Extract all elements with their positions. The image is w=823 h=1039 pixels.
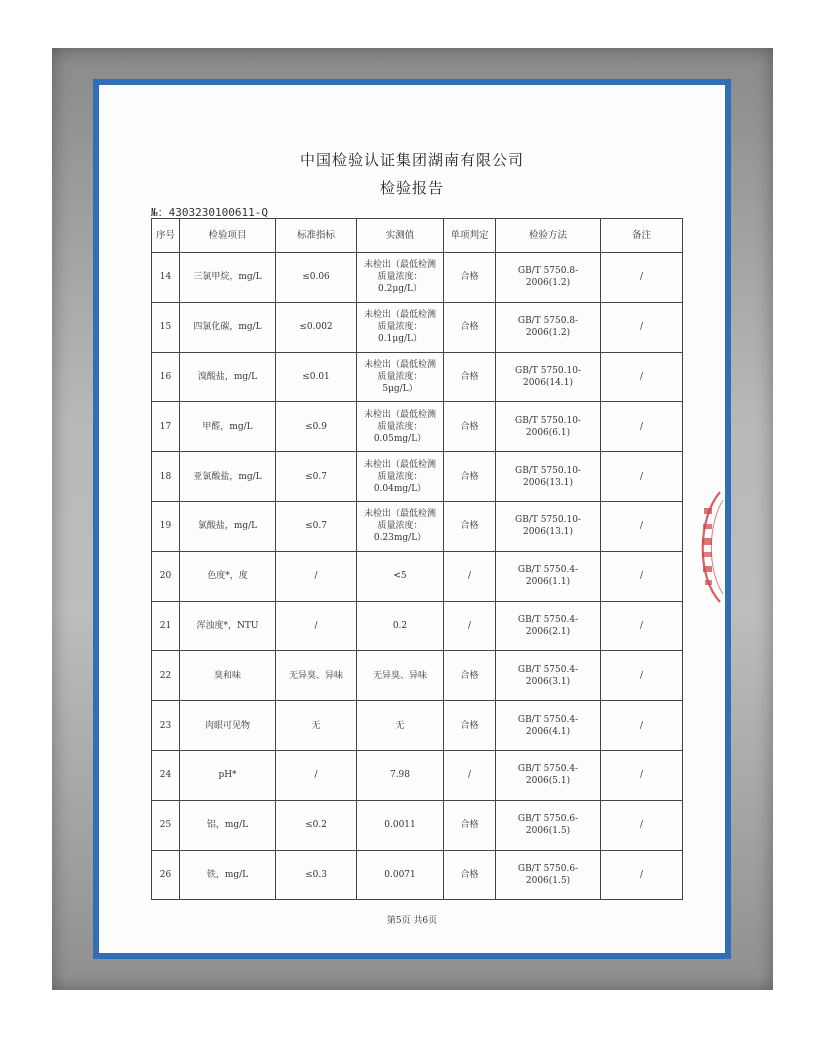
cell-measured <box>357 651 444 701</box>
cell-seq: 24 <box>152 750 180 800</box>
cell-measured-line: 0.04mg/L） <box>373 483 427 494</box>
cell-method <box>496 651 601 701</box>
cell-method-line: GB/T 5750.10- <box>515 515 581 526</box>
cell-std: ≤0.002 <box>276 302 357 352</box>
table-row <box>152 850 683 900</box>
cell-note: / <box>601 651 683 701</box>
cell-measured <box>357 750 444 800</box>
cell-measured-line: 5μg/L） <box>382 383 418 394</box>
cell-measured-line: 未检出（最低检测 <box>363 359 436 370</box>
cell-method-line: 2006(3.1) <box>525 676 571 687</box>
cell-measured-line: 未检出（最低检测 <box>363 459 436 470</box>
cell-method-line: 2006(1.2) <box>525 278 571 289</box>
cell-seq: 14 <box>152 253 180 303</box>
cell-note: / <box>601 253 683 303</box>
cell-method-line: 2006(2.1) <box>525 626 571 637</box>
cell-measured-line: 0.0071 <box>384 869 416 880</box>
cell-item: 亚氯酸盐，mg/L <box>180 452 276 502</box>
cell-measured <box>357 352 444 402</box>
cell-measured <box>357 701 444 751</box>
cell-method <box>496 850 601 900</box>
cell-method-line: GB/T 5750.8- <box>517 316 579 327</box>
cell-judge: / <box>444 551 496 601</box>
cell-method-line: GB/T 5750.10- <box>515 365 581 376</box>
header-judgement: 单项判定 <box>444 219 496 253</box>
cell-seq: 25 <box>152 800 180 850</box>
table-row <box>152 800 683 850</box>
cell-seq: 17 <box>152 402 180 452</box>
cell-method-line: GB/T 5750.4- <box>517 565 579 576</box>
cell-measured-line: 0.2 <box>392 620 408 631</box>
cell-seq: 16 <box>152 352 180 402</box>
cell-note: / <box>601 302 683 352</box>
cell-note: / <box>601 850 683 900</box>
cell-method-line: 2006(1.2) <box>525 328 571 339</box>
cell-seq: 22 <box>152 651 180 701</box>
cell-method-line: 2006(13.1) <box>523 527 573 538</box>
cell-measured-line: 0.05mg/L） <box>373 433 427 444</box>
cell-measured <box>357 850 444 900</box>
cell-method <box>496 302 601 352</box>
cell-measured-line: <5 <box>393 571 407 582</box>
cell-item: 铝，mg/L <box>180 800 276 850</box>
cell-item: 铁，mg/L <box>180 850 276 900</box>
cell-method-line: GB/T 5750.6- <box>517 863 579 874</box>
cell-seq: 19 <box>152 501 180 551</box>
cell-measured-line: 未检出（最低检测 <box>363 409 436 420</box>
cell-method-line: 2006(4.1) <box>525 726 571 737</box>
cell-measured <box>357 551 444 601</box>
cell-measured-line: 0.23mg/L） <box>373 533 427 544</box>
cell-seq: 23 <box>152 701 180 751</box>
cell-method-line: GB/T 5750.10- <box>515 465 581 476</box>
cell-method <box>496 701 601 751</box>
cell-std: ≤0.3 <box>276 850 357 900</box>
cell-item: pH* <box>180 750 276 800</box>
header-item: 检验项目 <box>180 219 276 253</box>
cell-seq: 21 <box>152 601 180 651</box>
table-row <box>152 402 683 452</box>
cell-item: 甲醛，mg/L <box>180 402 276 452</box>
table-header-row <box>152 219 683 253</box>
cell-method <box>496 501 601 551</box>
table-row <box>152 701 683 751</box>
cell-judge: 合格 <box>444 501 496 551</box>
cell-item: 四氯化碳，mg/L <box>180 302 276 352</box>
cell-method-line: GB/T 5750.4- <box>517 714 579 725</box>
cell-note: / <box>601 800 683 850</box>
cell-item: 臭和味 <box>180 651 276 701</box>
cell-std: 无 <box>276 701 357 751</box>
cell-measured-line: 未检出（最低检测 <box>363 310 436 321</box>
header-standard: 标准指标 <box>276 219 357 253</box>
cell-judge: 合格 <box>444 651 496 701</box>
report-number: №：4303230100611-Q <box>151 206 268 219</box>
document-frame <box>93 79 731 959</box>
cell-seq: 26 <box>152 850 180 900</box>
cell-method <box>496 452 601 502</box>
cell-std: / <box>276 551 357 601</box>
cell-std: ≤0.01 <box>276 352 357 402</box>
cell-measured-line: 质量浓度： <box>377 471 423 482</box>
cell-method-line: 2006(5.1) <box>525 776 571 787</box>
cell-method <box>496 253 601 303</box>
page-footer: 第5页 共6页 <box>386 916 438 926</box>
cell-item: 氯酸盐，mg/L <box>180 501 276 551</box>
report-title: 检验报告 <box>379 179 444 197</box>
cell-item: 色度*，度 <box>180 551 276 601</box>
cell-item: 浑浊度*，NTU <box>180 601 276 651</box>
cell-measured-line: 0.0011 <box>384 820 416 831</box>
cell-method-line: GB/T 5750.8- <box>517 266 579 277</box>
header-seq: 序号 <box>152 219 180 253</box>
cell-method <box>496 402 601 452</box>
cell-measured-line: 未检出（最低检测 <box>363 509 436 520</box>
results-table-body <box>152 253 683 900</box>
cell-method-line: 2006(1.5) <box>525 875 571 886</box>
cell-measured <box>357 302 444 352</box>
cell-measured-line: 无异臭、异味 <box>372 670 427 681</box>
cell-method-line: 2006(13.1) <box>523 477 573 488</box>
cell-judge: 合格 <box>444 850 496 900</box>
cell-method <box>496 601 601 651</box>
header-measured: 实测值 <box>357 219 444 253</box>
cell-std: 无异臭、异味 <box>276 651 357 701</box>
cell-judge: / <box>444 601 496 651</box>
cell-note: / <box>601 701 683 751</box>
cell-seq: 20 <box>152 551 180 601</box>
cell-item: 溴酸盐，mg/L <box>180 352 276 402</box>
cell-measured <box>357 501 444 551</box>
cell-std: ≤0.06 <box>276 253 357 303</box>
cell-std: / <box>276 601 357 651</box>
table-row <box>152 302 683 352</box>
cell-note: / <box>601 402 683 452</box>
cell-method-line: 2006(6.1) <box>525 427 571 438</box>
table-row <box>152 551 683 601</box>
cell-std: ≤0.2 <box>276 800 357 850</box>
cell-measured-line: 质量浓度： <box>377 322 423 333</box>
cell-measured-line: 质量浓度： <box>377 371 423 382</box>
cell-measured <box>357 601 444 651</box>
cell-judge: 合格 <box>444 302 496 352</box>
table-row <box>152 651 683 701</box>
cell-std: ≤0.7 <box>276 501 357 551</box>
cell-measured-line: 0.1μg/L） <box>378 334 422 345</box>
cell-item: 三氯甲烷，mg/L <box>180 253 276 303</box>
cell-item: 肉眼可见物 <box>180 701 276 751</box>
cell-judge: / <box>444 750 496 800</box>
cell-method <box>496 800 601 850</box>
results-table <box>151 218 683 900</box>
cell-method-line: GB/T 5750.4- <box>517 664 579 675</box>
cell-method-line: 2006(1.5) <box>525 826 571 837</box>
cell-method-line: GB/T 5750.4- <box>517 764 579 775</box>
cell-seq: 15 <box>152 302 180 352</box>
cell-method-line: GB/T 5750.10- <box>515 415 581 426</box>
cell-measured-line: 未检出（最低检测 <box>363 260 436 271</box>
table-row <box>152 601 683 651</box>
company-name: 中国检验认证集团湖南有限公司 <box>299 151 524 169</box>
cell-method <box>496 750 601 800</box>
cell-method-line: GB/T 5750.4- <box>517 614 579 625</box>
cell-note: / <box>601 551 683 601</box>
cell-method <box>496 551 601 601</box>
cell-std: ≤0.7 <box>276 452 357 502</box>
cell-std: / <box>276 750 357 800</box>
table-row <box>152 452 683 502</box>
cell-measured-line: 7.98 <box>389 770 411 781</box>
cell-measured-line: 质量浓度： <box>377 521 423 532</box>
cell-measured-line: 质量浓度： <box>377 272 423 283</box>
cell-measured-line: 无 <box>395 720 405 731</box>
report-page <box>99 85 725 953</box>
header-note: 备注 <box>601 219 683 253</box>
cell-measured-line: 0.2μg/L） <box>378 284 422 295</box>
cell-note: / <box>601 352 683 402</box>
cell-note: / <box>601 601 683 651</box>
cell-std: ≤0.9 <box>276 402 357 452</box>
cell-measured-line: 质量浓度： <box>377 421 423 432</box>
cell-judge: 合格 <box>444 402 496 452</box>
table-row <box>152 352 683 402</box>
cell-judge: 合格 <box>444 800 496 850</box>
cell-note: / <box>601 501 683 551</box>
cell-judge: 合格 <box>444 701 496 751</box>
cell-judge: 合格 <box>444 352 496 402</box>
cell-note: / <box>601 750 683 800</box>
table-row <box>152 750 683 800</box>
cell-judge: 合格 <box>444 452 496 502</box>
cell-judge: 合格 <box>444 253 496 303</box>
header-method: 检验方法 <box>496 219 601 253</box>
cell-method <box>496 352 601 402</box>
table-row <box>152 253 683 303</box>
cell-measured <box>357 253 444 303</box>
cell-measured <box>357 452 444 502</box>
cell-seq: 18 <box>152 452 180 502</box>
cell-note: / <box>601 452 683 502</box>
table-row <box>152 501 683 551</box>
red-seal-stamp <box>690 488 724 606</box>
cell-method-line: 2006(1.1) <box>525 577 571 588</box>
cell-method-line: GB/T 5750.6- <box>517 814 579 825</box>
cell-method-line: 2006(14.1) <box>523 377 573 388</box>
cell-measured <box>357 800 444 850</box>
cell-measured <box>357 402 444 452</box>
